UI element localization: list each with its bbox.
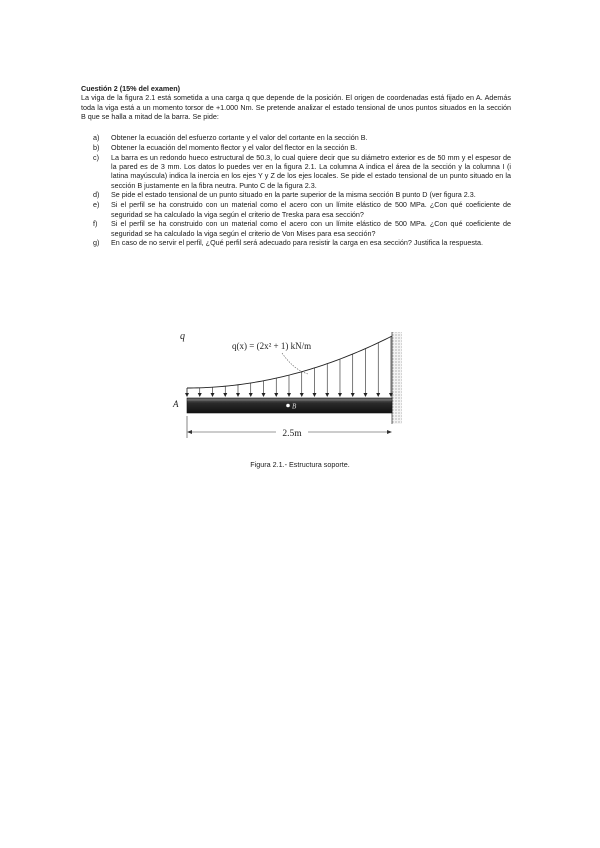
item-letter: g) <box>93 238 100 248</box>
item-letter: c) <box>93 152 99 162</box>
item-text: La barra es un redondo hueco estructural de 50.3, lo cual quiere decir que su diámetro exterior es de 50 mm y el espesor de la pared es de 3 mm. Los datos lo puedes ver en la figura 2.1. La columna A indica el área de la sección y la columna I (i latina mayúscula) indica la inercia en los ejes Y y Z de los ejes locales. Se pide el estado tensional de un punto situado en la sección B justamente en la fibra neutra. Punto C de la figura 2.3. <box>111 152 511 190</box>
load-arrow-head <box>351 393 355 397</box>
question-item-f <box>93 219 511 238</box>
wall-support <box>392 332 402 424</box>
question-items <box>81 133 511 248</box>
load-arrow-head <box>325 393 329 397</box>
item-text: Si el perfil se ha construido con un material como el acero con un límite elástico de 500 MPa. ¿Con qué coeficiente de seguridad se ha calculado la viga según el criterio de Treska para esa sección? <box>111 200 511 219</box>
item-text: Se pide el estado tensional de un punto situado en la parte superior de la misma sección B punto D (ver figura 2.3. <box>111 190 476 200</box>
load-arrow-head <box>198 393 202 397</box>
load-arrow-head <box>236 393 240 397</box>
item-letter: d) <box>93 190 100 200</box>
beam-figure <box>170 322 410 452</box>
load-arrow-head <box>274 393 278 397</box>
load-arrow-head <box>287 393 291 397</box>
load-equation: q(x) = (2x² + 1) kN/m <box>232 341 312 351</box>
question-intro: La viga de la figura 2.1 está sometida a una carga q que depende de la posición. El origen de coordenadas está fijado en A. Además toda la viga está a un momento torsor de +1.000 Nm. Se pretende analizar el estado tensional de unos puntos situados en la sección B que se halla a mitad de la barra. Se pide: <box>81 93 511 121</box>
load-arrow-head <box>300 393 304 397</box>
item-text: En caso de no servir el perfil, ¿Qué perfil será adecuado para resistir la carga en esa sección? Justifica la respuesta. <box>111 238 483 248</box>
load-arrow-head <box>312 393 316 397</box>
item-letter: f) <box>93 219 98 229</box>
question-item-d <box>93 190 511 200</box>
question-item-a <box>93 133 511 143</box>
item-letter: e) <box>93 200 100 210</box>
point-b-marker <box>286 404 290 408</box>
load-arrow-head <box>261 393 265 397</box>
point-b-label: B <box>292 402 297 411</box>
question-item-e <box>93 200 511 219</box>
question-item-g <box>93 238 511 248</box>
item-text: Si el perfil se ha construido con un material como el acero con un límite elástico de 500 MPa. ¿Con qué coeficiente de seguridad se ha calculado la viga según el criterio de Von Mises para esa sección? <box>111 219 511 238</box>
axis-label-q: q <box>180 331 185 342</box>
load-arrow-head <box>338 393 342 397</box>
item-letter: b) <box>93 142 100 152</box>
question-title: Cuestión 2 (15% del examen) <box>81 84 181 93</box>
figure-caption: Figura 2.1.- Estructura soporte. <box>250 460 350 469</box>
load-arrow-head <box>376 393 380 397</box>
dimension-arrow-left <box>187 430 192 434</box>
dimension-length-label: 2.5m <box>282 429 302 439</box>
load-arrow-head <box>363 393 367 397</box>
item-letter: a) <box>93 133 100 143</box>
load-arrow-head <box>249 393 253 397</box>
load-arrow-head <box>211 393 215 397</box>
question-item-c <box>93 152 511 190</box>
load-arrow-head <box>223 393 227 397</box>
item-text: Obtener la ecuación del momento flector y el valor del flector en la sección B. <box>111 142 358 152</box>
beam-diagram <box>170 322 410 452</box>
item-text: Obtener la ecuación del esfuerzo cortante y el valor del cortante en la sección B. <box>111 133 368 143</box>
question-block <box>81 84 511 248</box>
question-item-b <box>93 142 511 152</box>
dimension-arrow-right <box>387 430 392 434</box>
point-a-label: A <box>173 399 179 409</box>
